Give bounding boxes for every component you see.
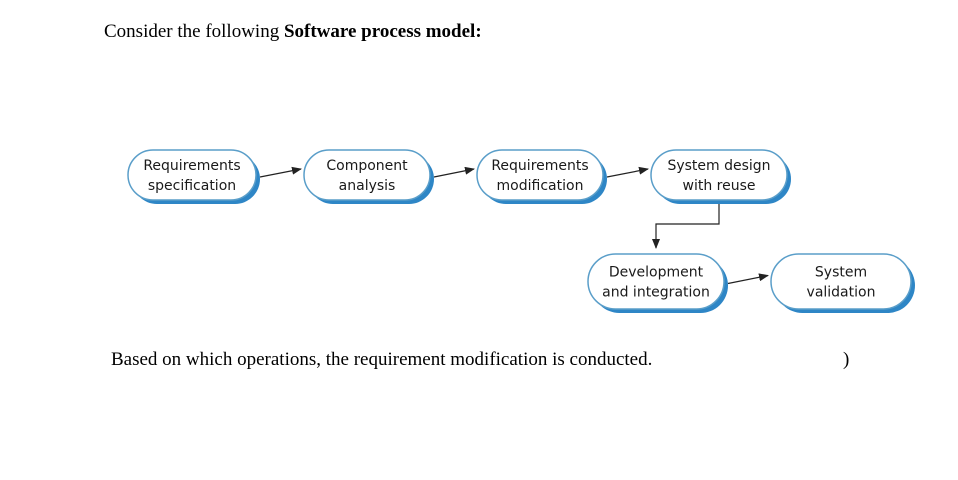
node-label-line: Development xyxy=(608,264,704,281)
intro-bold: Software process model: xyxy=(283,21,482,42)
process-node-dev-integ xyxy=(588,254,728,313)
node-label-line: modification xyxy=(496,178,584,194)
node-label-line: and integration xyxy=(602,284,710,301)
edge-sys-design-to-dev-integ xyxy=(656,204,719,248)
process-node-req-mod xyxy=(477,150,607,204)
node-label-line: with reuse xyxy=(682,178,756,194)
intro-prefix: Consider the following xyxy=(104,21,284,42)
nodes xyxy=(128,150,915,313)
edge-dev-integ-to-sys-valid xyxy=(728,276,768,284)
closing-paren: ) xyxy=(843,349,850,370)
node-label-line: Requirements xyxy=(491,158,589,174)
edge-comp-analysis-to-req-mod xyxy=(434,169,474,177)
process-node-req-spec xyxy=(128,150,260,204)
node-label-line: specification xyxy=(147,178,237,194)
process-node-sys-design xyxy=(651,150,791,204)
question-text: Based on which operations, the requirement modification is conducted. xyxy=(111,349,653,370)
process-node-sys-valid xyxy=(771,254,915,313)
node-label-line: Requirements xyxy=(143,158,241,174)
edge-req-mod-to-sys-design xyxy=(607,169,648,177)
node-label-line: validation xyxy=(806,284,876,301)
edge-req-spec-to-comp-analysis xyxy=(260,169,301,177)
node-label-line: analysis xyxy=(338,178,396,194)
process-node-comp-analysis xyxy=(304,150,434,204)
node-box xyxy=(771,254,911,309)
node-label-line: Component xyxy=(326,158,408,174)
node-box xyxy=(588,254,724,309)
node-label-line: System xyxy=(814,264,868,281)
node-label-line: System design xyxy=(667,158,771,174)
